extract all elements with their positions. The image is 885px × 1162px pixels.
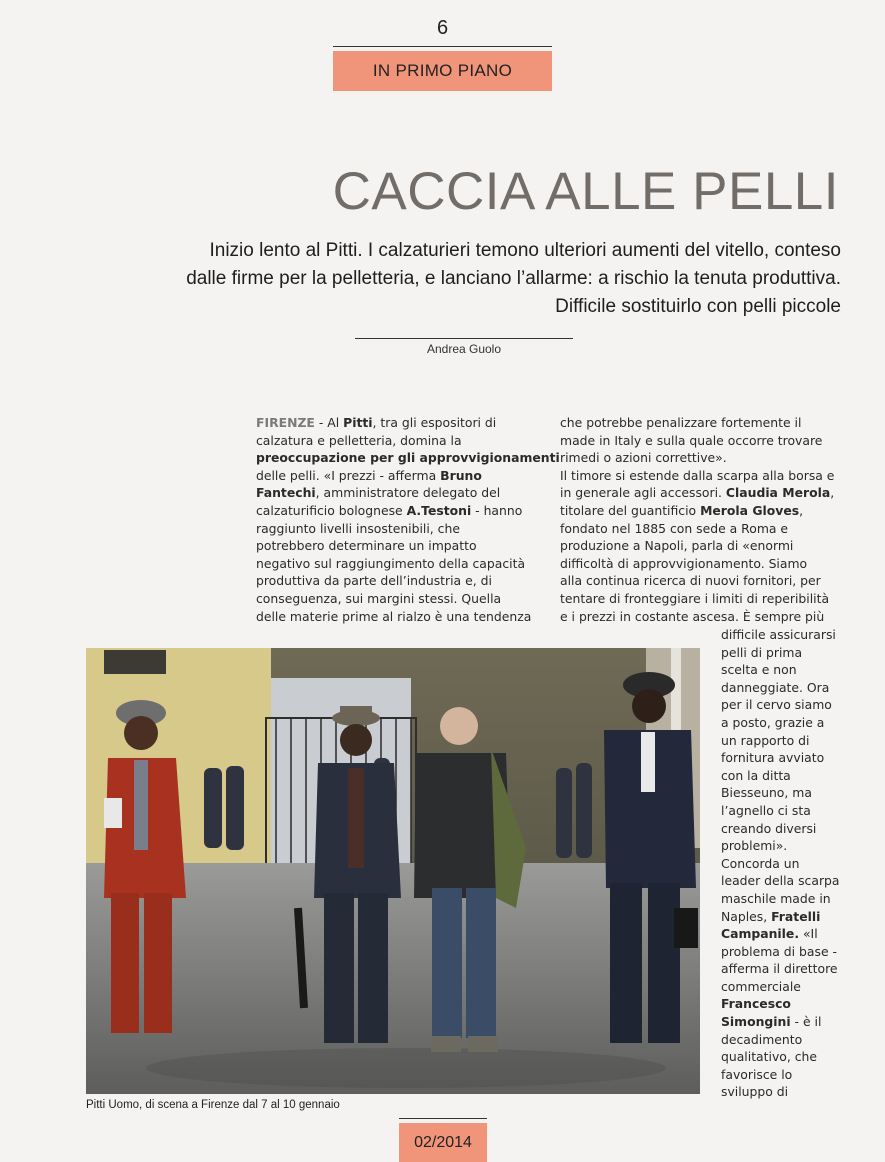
text-segment: problemi». [721, 838, 788, 854]
bold-text: A.Testoni [406, 502, 472, 518]
text-line [721, 679, 856, 697]
text-segment: commerciale [721, 978, 801, 994]
text-line [256, 502, 546, 520]
text-segment: tentare di fronteggiare i limiti di reperibilità [560, 590, 830, 606]
text-line [721, 732, 856, 750]
text-segment: che potrebbe penalizzare fortemente il [560, 415, 802, 430]
text-segment: maschile made in [721, 890, 831, 906]
subtitle-line: Difficile sostituirlo con pelli piccole [555, 296, 841, 317]
text-line [560, 484, 850, 502]
text-segment: afferma il direttore [721, 961, 838, 977]
subtitle-line: dalle firme per la pelletteria, e lanciano l’allarme: a rischio la tenuta produttiva. [186, 268, 841, 289]
article-headline: CACCIA ALLE PELLI [332, 162, 839, 221]
text-line [560, 467, 850, 485]
text-segment: Il timore si estende dalla scarpa alla borsa e [560, 467, 835, 483]
text-line [560, 608, 850, 626]
bold-text: preoccupazione per gli approvvigionamenti [256, 450, 560, 466]
text-line [721, 1083, 856, 1101]
text-segment: - Al [314, 415, 344, 430]
text-line [721, 1066, 856, 1084]
text-segment: , [799, 502, 804, 518]
text-line [721, 855, 856, 873]
text-segment: danneggiate. Ora [721, 679, 830, 695]
text-line [721, 696, 856, 714]
text-segment: raggiunto livelli insostenibili, che [256, 520, 460, 536]
text-line [560, 520, 850, 538]
text-line [256, 520, 546, 538]
text-line [721, 767, 856, 785]
street-photo [86, 648, 700, 1094]
text-segment: negativo sul raggiungimento della capacità [256, 555, 526, 571]
text-segment: fondato nel 1885 con sede a Roma e [560, 520, 789, 536]
bold-text: Simongini [721, 1014, 791, 1030]
text-line [721, 644, 856, 662]
text-segment: a posto, grazie a [721, 714, 825, 730]
text-segment: qualitativo, che [721, 1049, 818, 1065]
bottom-rule [399, 1118, 487, 1119]
text-line [721, 908, 856, 926]
text-line [721, 820, 856, 838]
text-line [721, 925, 856, 943]
byline-rule [355, 338, 573, 339]
bold-text: Campanile. [721, 926, 800, 942]
text-segment: difficile assicurarsi [721, 627, 836, 642]
text-line [721, 960, 856, 978]
photo-caption: Pitti Uomo, di scena a Firenze dal 7 al 10 gennaio [86, 1099, 340, 1111]
text-segment: potrebbero determinare un impatto [256, 538, 477, 554]
text-segment: Naples, [721, 908, 772, 924]
text-line [256, 555, 546, 573]
text-segment: conseguenza, sui margini stessi. Quella [256, 590, 502, 606]
text-line [721, 1013, 856, 1031]
text-line [256, 572, 546, 590]
text-segment: decadimento [721, 1031, 803, 1047]
bold-text: Claudia Merola [725, 485, 831, 501]
text-segment: produzione a Napoli, parla di «enormi [560, 538, 794, 554]
text-segment: pelli di prima [721, 644, 803, 660]
text-segment: e i prezzi in costante ascesa. È sempre più [560, 608, 825, 624]
text-line [560, 572, 850, 590]
bold-text: Fratelli [771, 908, 821, 924]
text-segment: fornitura avviato [721, 750, 825, 766]
text-line [560, 449, 850, 467]
page-number: 6 [436, 17, 449, 39]
bold-text: Pitti [343, 415, 373, 430]
issue-tag: 02/2014 [399, 1123, 487, 1162]
text-segment: titolare del guantificio [560, 502, 701, 518]
dateline: FIRENZE [256, 415, 315, 430]
text-segment: Concorda un [721, 855, 800, 871]
text-segment: - è il [790, 1014, 822, 1030]
text-line [560, 502, 850, 520]
text-column-2 [560, 414, 850, 625]
text-line [721, 749, 856, 767]
bold-text: Merola Gloves [700, 502, 800, 518]
text-line [721, 714, 856, 732]
text-segment: leader della scarpa [721, 873, 840, 889]
text-segment: problema di base - [721, 943, 837, 959]
text-segment: delle materie prime al rialzo è una tendenza [256, 608, 532, 624]
text-line [560, 414, 850, 432]
text-line [721, 1031, 856, 1049]
text-segment: un rapporto di [721, 732, 810, 748]
text-segment: , tra gli espositori di [372, 415, 497, 430]
text-line [256, 608, 546, 626]
text-line [560, 432, 850, 450]
text-segment: , [830, 485, 835, 501]
text-segment: sviluppo di [721, 1084, 789, 1100]
text-line [256, 484, 546, 502]
text-line [256, 414, 546, 432]
text-segment: con la ditta [721, 767, 791, 783]
text-segment: rimedi o azioni correttive». [560, 450, 727, 466]
text-line [721, 784, 856, 802]
text-line [721, 943, 856, 961]
text-line [560, 555, 850, 573]
text-line [721, 890, 856, 908]
text-segment: delle pelli. «I prezzi - afferma [256, 467, 441, 483]
text-line [721, 1048, 856, 1066]
text-line [256, 590, 546, 608]
author-byline: Andrea Guolo [426, 342, 502, 356]
text-line [721, 995, 856, 1013]
text-column-3 [721, 626, 856, 1101]
subtitle-line: Inizio lento al Pitti. I calzaturieri temono ulteriori aumenti del vitello, conteso [209, 240, 841, 261]
text-line [721, 802, 856, 820]
text-segment: calzaturificio bolognese [256, 502, 407, 518]
text-segment: Biesseuno, ma [721, 785, 812, 801]
text-line [256, 537, 546, 555]
text-column-1 [256, 414, 560, 625]
text-segment: creando diversi [721, 820, 817, 836]
text-segment: produttiva da parte dell’industria e, di [256, 573, 492, 589]
text-line [256, 449, 560, 467]
text-segment: - hanno [471, 502, 523, 518]
text-line [256, 467, 546, 485]
text-segment: made in Italy e sulla quale occorre trovare [560, 432, 823, 448]
bold-text: Bruno [440, 467, 482, 483]
text-line [256, 432, 546, 450]
text-line [721, 872, 856, 890]
text-segment: scelta e non [721, 662, 797, 678]
bold-text: Francesco [721, 996, 791, 1012]
article-subtitle [141, 237, 841, 321]
text-segment: difficoltà di approvvigionamento. Siamo [560, 555, 808, 571]
text-line [560, 537, 850, 555]
text-line [560, 590, 850, 608]
text-line [721, 837, 856, 855]
text-segment: alla continua ricerca di nuovi fornitori, per [560, 573, 821, 589]
text-segment: in generale agli accessori. [560, 485, 726, 501]
text-segment: «Il [799, 926, 818, 942]
text-line [721, 978, 856, 996]
top-rule [333, 46, 552, 47]
text-segment: l’agnello ci sta [721, 802, 811, 818]
text-segment: favorisce lo [721, 1066, 793, 1082]
text-line [721, 626, 856, 644]
text-segment: per il cervo siamo [721, 697, 832, 713]
text-segment: calzatura e pelletteria, domina la [256, 432, 462, 448]
bold-text: Fantechi [256, 485, 316, 501]
section-tag: IN PRIMO PIANO [333, 51, 552, 91]
text-line [721, 661, 856, 679]
text-segment: , amministratore delegato del [315, 485, 501, 501]
